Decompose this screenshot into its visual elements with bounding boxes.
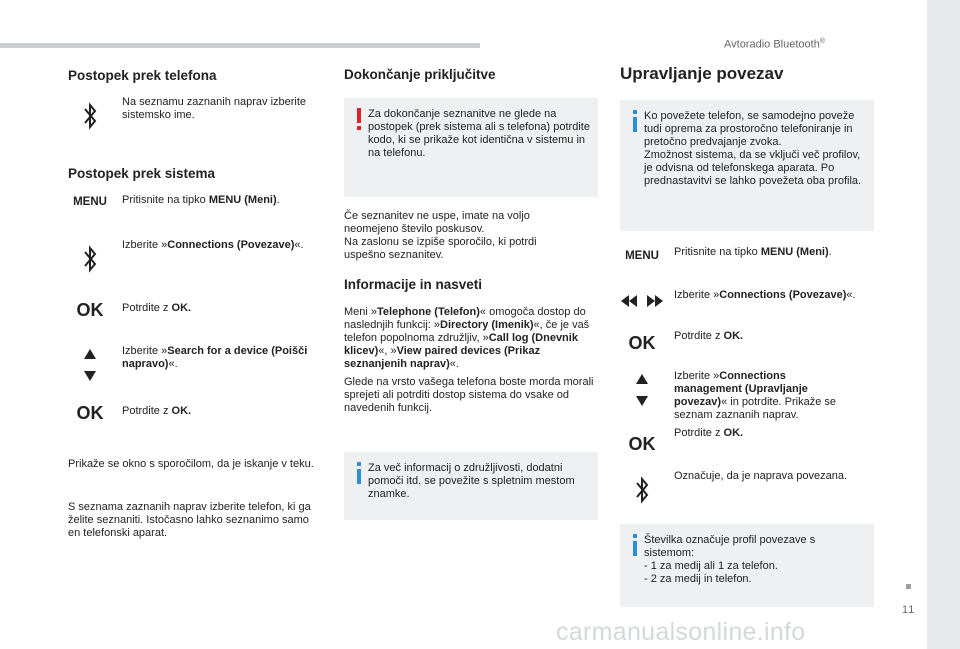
header-title: Avtoradio Bluetooth®: [724, 38, 825, 51]
info-text: Za več informacij o združljivosti, dodatni pomoči itd. se povežite s spletnim mestom znamke.: [368, 462, 575, 500]
paragraph-success: Na zaslonu se izpiše sporočilo, ki potrdi uspešno seznanitev.: [344, 236, 537, 261]
paragraph-select-phone: S seznama zaznanih naprav izberite telefon, ki ga želite seznaniti. Istočasno lahko seznanimo samo en telefonski aparat.: [68, 501, 311, 539]
info-box-profile-number: [620, 524, 874, 607]
heading-info-tips: Informacije in nasveti: [344, 277, 483, 292]
paragraph-accept-access: Glede na vrsto vašega telefona boste morda morali sprejeti ali potrditi dostop sistema do vsake od navedenih funkcij.: [344, 376, 594, 414]
up-down-arrows-icon: [68, 345, 112, 385]
continue-marker: [906, 584, 911, 589]
warning-text: Za dokončanje seznanitve ne glede na postopek (prek sistema ali s telefona) potrdite kodo, ki se prikaže kot identična v sistemu in na telefonu.: [368, 108, 590, 159]
watermark: carmanualsonline.info: [556, 618, 806, 646]
info-text: Ko povežete telefon, se samodejno poveže tudi oprema za prostoročno telefoniranje in pretočno predvajanje zvoka. Zmožnost sistema, da se vključi več profilov, je odvisna od telefonskega aparata. Po prednastavitvi se lahko povežeta oba profila.: [644, 110, 862, 187]
side-strip: [927, 0, 960, 649]
step-text: Označuje, da je naprava povezana.: [674, 470, 848, 482]
bluetooth-icon: [68, 96, 112, 136]
ok-button-icon: OK: [628, 332, 656, 353]
info-text: Številka označuje profil povezave s sistemom: - 1 za medij ali 1 za telefon. - 2 za medij in telefon.: [644, 534, 816, 585]
header-bar: [0, 43, 480, 48]
info-box: [344, 452, 598, 520]
paragraph-telephone-menu: Meni »Telephone (Telefon)« omogoča dostop do naslednjih funkcij: »Directory (Imenik)«, če je vaš telefon popolnoma združljiv, »Call log (Dnevnik klicev)«, »View paired devices (Prikaz seznanjenih naprav)«.: [344, 306, 590, 370]
info-icon: [630, 534, 640, 556]
ok-button-icon: OK: [76, 299, 104, 320]
heading-finish-pairing: Dokončanje priključitve: [344, 67, 496, 82]
warning-icon: [354, 108, 364, 130]
step-text: Na seznamu zaznanih naprav izberite sistemsko ime.: [122, 96, 307, 121]
warning-box: [344, 98, 598, 197]
ok-button-icon: OK: [76, 402, 104, 423]
page-number: 11: [902, 604, 916, 616]
bluetooth-icon: [620, 470, 664, 510]
paragraph-searching: Prikaže se okno s sporočilom, da je iskanje v teku.: [68, 458, 314, 470]
info-box-profiles: [620, 100, 874, 231]
menu-button-icon: MENU: [625, 249, 659, 262]
ok-button-icon: OK: [628, 433, 656, 454]
left-right-arrows-icon: [620, 286, 664, 316]
info-icon: [630, 110, 640, 132]
heading-system-procedure: Postopek prek sistema: [68, 166, 216, 181]
menu-button-icon: MENU: [73, 195, 107, 208]
bluetooth-icon: [68, 239, 112, 279]
paragraph-retry: Če seznanitev ne uspe, imate na voljo neomejeno število poskusov.: [344, 210, 530, 235]
up-down-arrows-icon: [620, 370, 664, 410]
info-icon: [354, 462, 364, 484]
heading-phone-procedure: Postopek prek telefona: [68, 68, 217, 83]
heading-connection-management: Upravljanje povezav: [620, 64, 784, 83]
